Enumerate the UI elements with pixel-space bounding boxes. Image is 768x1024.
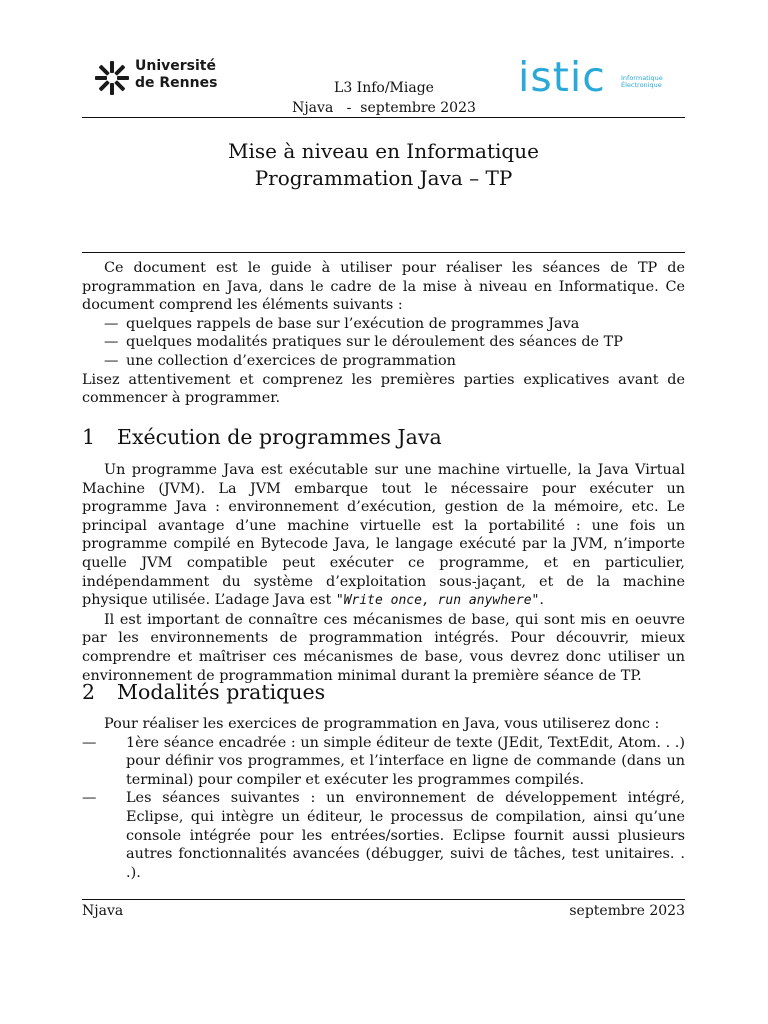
- footer-author: Njava: [82, 903, 124, 919]
- header-rule: [82, 117, 685, 118]
- universite-de-rennes-logo: [94, 56, 219, 102]
- course-label: L3 Info/Miage: [334, 80, 434, 96]
- istic-tagline: Informatique Électronique: [621, 74, 663, 89]
- istic-wordmark: istic: [518, 53, 606, 101]
- list-item: — 1ère séance encadrée : un simple éditeur de texte (JEdit, TextEdit, Atom. . .) pour définir vos programmes, et l’interface en ligne de commande (dans un terminal) pour compiler et exécuter les programmes compilés.: [82, 734, 685, 788]
- abstract-rule: [82, 252, 685, 253]
- adage-quote: "Write once, run anywhere": [335, 593, 540, 609]
- intro-text: Ce document est le guide à utiliser pour réaliser les séances de TP de programmation en Java, dans le cadre de la mise à niveau en Informatique. Ce document comprend les éléments suivants :: [82, 260, 685, 314]
- footer-date: septembre 2023: [569, 903, 685, 919]
- footer-rule: [82, 899, 685, 900]
- list-item: — quelques modalités pratiques sur le déroulement des séances de TP: [104, 334, 623, 351]
- section-1-para-2: Il est important de connaître ces mécanismes de base, qui sont mis en oeuvre par les environnements de programmation intégrés. Pour découvrir, mieux comprendre et maîtriser ces mécanismes de base, vous devrez donc utiliser un environnement de programmation minimal durant la première séance de TP.: [82, 611, 685, 684]
- header-center: [250, 78, 518, 118]
- list-item: — Les séances suivantes : un environnement de développement intégré, Eclipse, qui intègre un éditeur, le processus de compilation, ainsi qu’une console intégrée pour les entrées/sorties. Eclipse fournit aussi plusieurs autres fonctionnalités avancées (débugger, suivi de tâches, test unitaires. . .).: [82, 790, 685, 881]
- section-1-heading: 1 Exécution de programmes Java: [82, 425, 442, 449]
- intro-block: [82, 259, 685, 408]
- intro-closing: Lisez attentivement et comprenez les premières parties explicatives avant de commencer à programmer.: [82, 371, 685, 407]
- section-2-intro: Pour réaliser les exercices de programmation en Java, vous utiliserez donc :: [104, 716, 660, 732]
- section-1-body: [82, 461, 685, 685]
- university-name: Université de Rennes: [135, 58, 218, 91]
- section-2-body: [82, 715, 685, 882]
- document-title: Mise à niveau en Informatique Programmation Java – TP: [228, 139, 539, 190]
- intro-list: [82, 315, 685, 371]
- author-date: Njava - septembre 2023: [292, 100, 476, 116]
- rennes-star-icon: [94, 60, 130, 96]
- list-item: — quelques rappels de base sur l’exécution de programmes Java: [104, 315, 580, 332]
- section-2-list: [82, 734, 685, 883]
- istic-logo: [518, 53, 678, 104]
- section-2-heading: 2 Modalités pratiques: [82, 680, 326, 704]
- section-1-para-1: Un programme Java est exécutable sur une machine virtuelle, la Java Virtual Machine (JVM). La JVM embarque tout le nécessaire pour exécuter un programme Java : environnement d’exécution, gestion de la mémoire, etc. Le principal avantage d’une machine virtuelle est la portabilité : une fois un programme compilé en Bytecode Java, le langage exécuté par la JVM, n’importe quelle JVM compatible peut exécuter ce programme, et en particulier, indépendamment du système d’exploitation sous-jaçant, et de la machine physique utilisée. L’adage Java est "Write once, run anywhere".: [82, 462, 685, 609]
- list-item: — une collection d’exercices de programmation: [104, 352, 456, 369]
